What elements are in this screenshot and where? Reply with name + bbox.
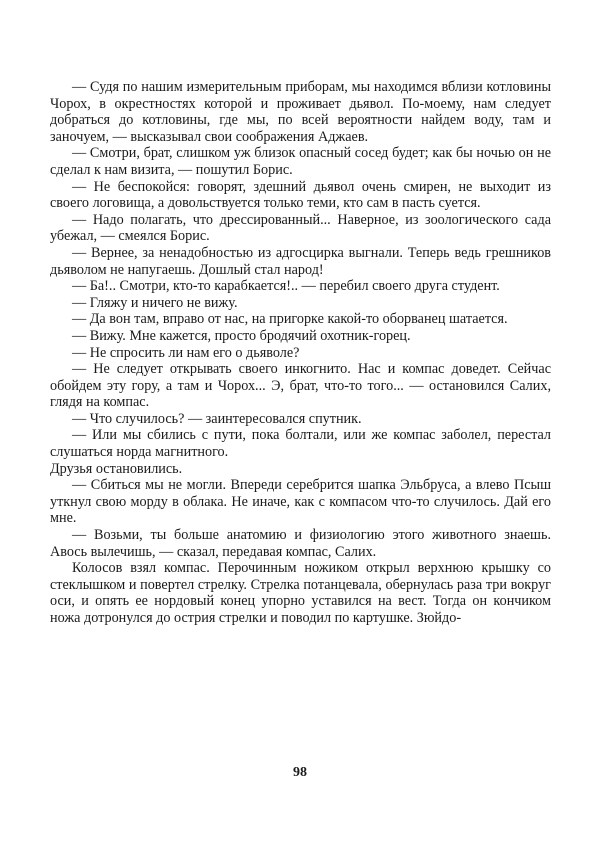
- paragraph: — Судя по нашим измерительным приборам, мы находимся вблизи котловины Чорох, в окрестностях которой и проживает дьявол. По-моему, нам следует добраться до котловины, где мы, по всей вероятности найдем воду, там и заночуем, — высказывал свои соображения Аджаев.: [50, 79, 551, 145]
- paragraph: — Что случилось? — заинтересовался спутник.: [72, 410, 362, 427]
- page-number: 98: [293, 765, 307, 780]
- paragraph: — Сбиться мы не могли. Впереди серебрится шапка Эльбруса, а влево Псыш уткнул свою морду в облака. Не иначе, как с компасом что-то случилось. Дай его мне.: [50, 477, 551, 527]
- paragraph: — Да вон там, вправо от нас, на пригорке какой-то оборванец шатается.: [72, 311, 508, 328]
- paragraph: — Смотри, брат, слишком уж близок опасный сосед будет; как бы ночью он не сделал к нам визита, — пошутил Борис.: [50, 145, 551, 178]
- paragraph: — Не спросить ли нам его о дьяволе?: [72, 344, 300, 361]
- paragraph: Друзья остановились.: [50, 460, 183, 477]
- paragraph: — Вижу. Мне кажется, просто бродячий охотник-горец.: [72, 327, 411, 344]
- paragraph: — Гляжу и ничего не вижу.: [72, 294, 238, 311]
- paragraph: — Не следует открывать своего инкогнито. Нас и компас доведет. Сейчас обойдем эту гору, а там и Чорох... Э, брат, что-то того... — остановился Салих, глядя на компас.: [50, 361, 551, 411]
- paragraph: — Надо полагать, что дрессированный... Наверное, из зоологического сада убежал, — смеялся Борис.: [50, 211, 551, 245]
- paragraph: — Не беспокойся: говорят, здешний дьявол очень смирен, не выходит из своего логовища, а довольствуется только теми, кто сам в пасть суется.: [50, 178, 551, 212]
- paragraph: — Вернее, за ненадобностью из адгосцирка выгнали. Теперь ведь грешников дьяволом не напугаешь. Дошлый стал народ!: [50, 244, 551, 278]
- paragraph: — Возьми, ты больше анатомию и физиологию этого животного знаешь. Авось вылечишь, — сказал, передавая компас, Салих.: [50, 527, 551, 560]
- paragraph: — Или мы сбились с пути, пока болтали, или же компас заболел, перестал слушаться норда магнитного.: [50, 427, 551, 461]
- page-text: [50, 79, 551, 627]
- paragraph: Колосов взял компас. Перочинным ножиком открыл верхнюю крышку со стеклышком и повертел стрелку. Стрелка потанцевала, обернулась раза три вокруг оси, и опять ее нордовый конец упорно уставился на вест. Тогда он кончиком ножа дотронулся до острия стрелки и поводил по картушке. Зюйдо-: [50, 560, 551, 626]
- paragraph: — Ба!.. Смотри, кто-то карабкается!.. — перебил своего друга студент.: [72, 278, 500, 295]
